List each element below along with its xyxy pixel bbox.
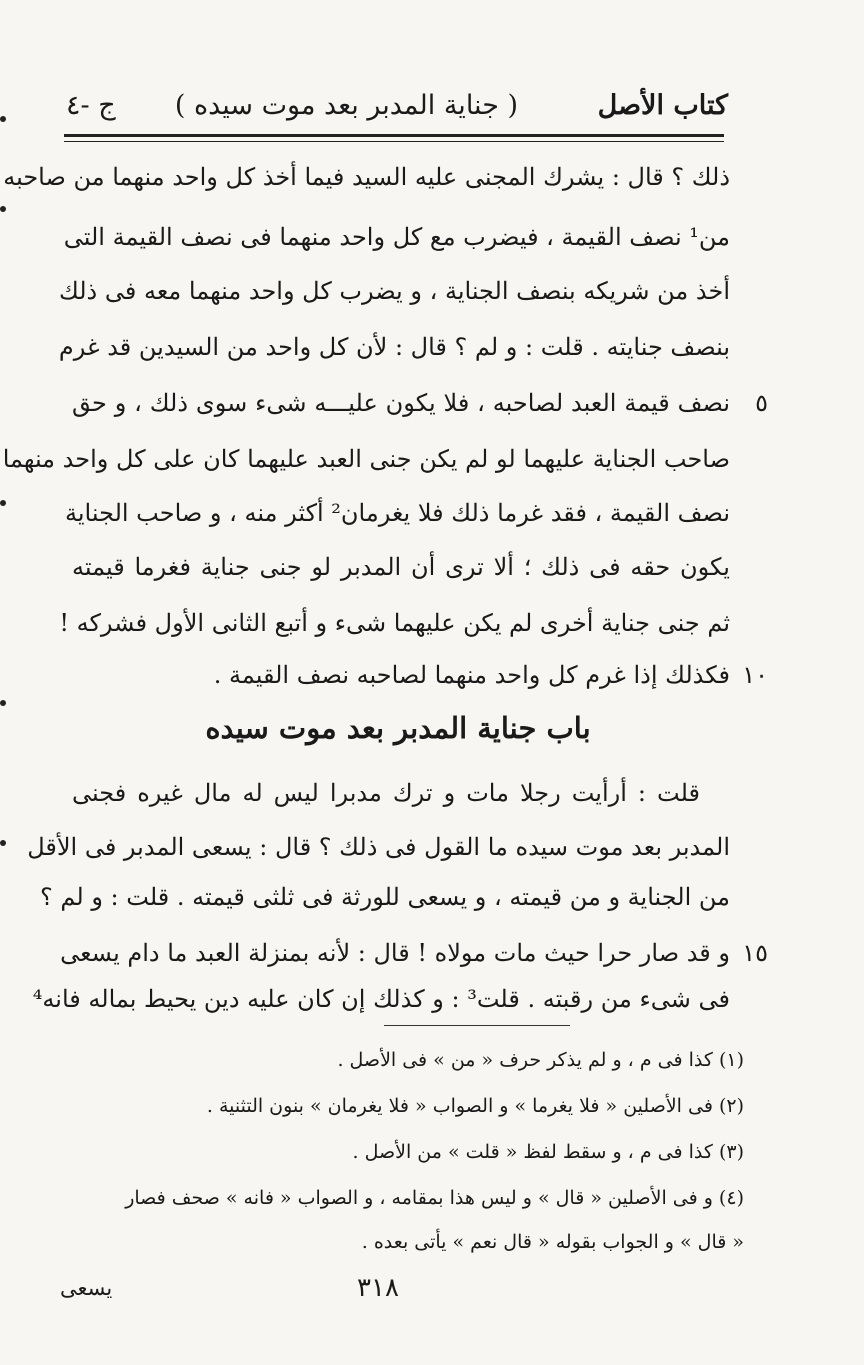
- running-header: [66, 82, 728, 130]
- chapter-line: من الجناية و من قيمته ، و يسعى للورثة فى ثلثى قيمته . قلت : و لم ؟: [40, 883, 730, 911]
- chapter-line: فى شىء من رقبته . قلت³ : و كذلك إن كان عليه دين يحيط بماله فانه⁴: [32, 985, 730, 1013]
- catchword: يسعى: [60, 1276, 113, 1300]
- body-line: نصف القيمة ، فقد غرما ذلك فلا يغرمان² أكثر منه ، و صاحب الجناية: [64, 499, 730, 527]
- line-number: ١٥: [742, 939, 768, 967]
- body-line: من¹ نصف القيمة ، فيضرب مع كل واحد منهما فى نصف القيمة التى: [63, 223, 730, 251]
- footnote: (٢) فى الأصلين « فلا يغرما » و الصواب « فلا يغرمان » بنون التثنية .: [206, 1095, 744, 1117]
- running-chapter-title: ( جناية المدبر بعد موت سيده ): [174, 90, 518, 121]
- book-title: كتاب الأصل: [597, 90, 728, 121]
- body-line: يكون حقه فى ذلك ؛ ألا ترى أن المدبر لو جنى جناية فغرما قيمته: [72, 553, 730, 581]
- binding-mark: [0, 500, 6, 506]
- body-line: نصف قيمة العبد لصاحبه ، فلا يكون عليـــه شىء سوى ذلك ، و حق: [72, 389, 730, 417]
- chapter-line: و قد صار حرا حيث مات مولاه ! قال : لأنه بمنزلة العبد ما دام يسعى: [60, 939, 730, 967]
- binding-mark: [0, 700, 6, 706]
- footnote: « قال » و الجواب بقوله « قال نعم » يأتى بعده .: [361, 1231, 744, 1253]
- footnote: (٤) و فى الأصلين « قال » و ليس هذا بمقامه ، و الصواب « فانه » صحف فصار: [125, 1187, 744, 1209]
- line-number: ٥: [755, 389, 768, 417]
- footnote-separator: [384, 1025, 570, 1026]
- footnote: (١) كذا فى م ، و لم يذكر حرف « من » فى الأصل .: [337, 1049, 744, 1071]
- chapter-heading: باب جناية المدبر بعد موت سيده: [205, 711, 591, 745]
- page-number: ٣١٨: [357, 1273, 399, 1303]
- body-line: بنصف جنايته . قلت : و لم ؟ قال : لأن كل واحد من السيدين قد غرم: [58, 333, 730, 361]
- volume-label: ج -٤: [66, 90, 116, 121]
- binding-mark: [0, 116, 6, 122]
- body-line: ثم جنى جناية أخرى لم يكن عليهما شىء و أتبع الثانى الأول فشركه !: [59, 609, 730, 637]
- body-line: فكذلك إذا غرم كل واحد منهما لصاحبه نصف القيمة .: [213, 661, 730, 689]
- body-line: صاحب الجناية عليهما لو لم يكن جنى العبد عليهما كان على كل واحد منهما: [2, 445, 730, 473]
- header-rule-thick: [64, 134, 724, 137]
- header-rule-thin: [64, 141, 724, 142]
- line-number: ١٠: [742, 661, 768, 689]
- binding-mark: [0, 840, 6, 846]
- chapter-line: المدبر بعد موت سيده ما القول فى ذلك ؟ قال : يسعى المدبر فى الأقل: [27, 833, 730, 861]
- footnote: (٣) كذا فى م ، و سقط لفظ « قلت » من الأصل .: [352, 1141, 744, 1163]
- body-line: ذلك ؟ قال : يشرك المجنى عليه السيد فيما أخذ كل واحد منهما من صاحبه: [3, 163, 730, 191]
- body-line: أخذ من شريكه بنصف الجناية ، و يضرب كل واحد منهما معه فى ذلك: [58, 277, 730, 305]
- chapter-line: قلت : أرأيت رجلا مات و ترك مدبرا ليس له مال غيره فجنى: [72, 779, 700, 807]
- binding-mark: [0, 206, 6, 212]
